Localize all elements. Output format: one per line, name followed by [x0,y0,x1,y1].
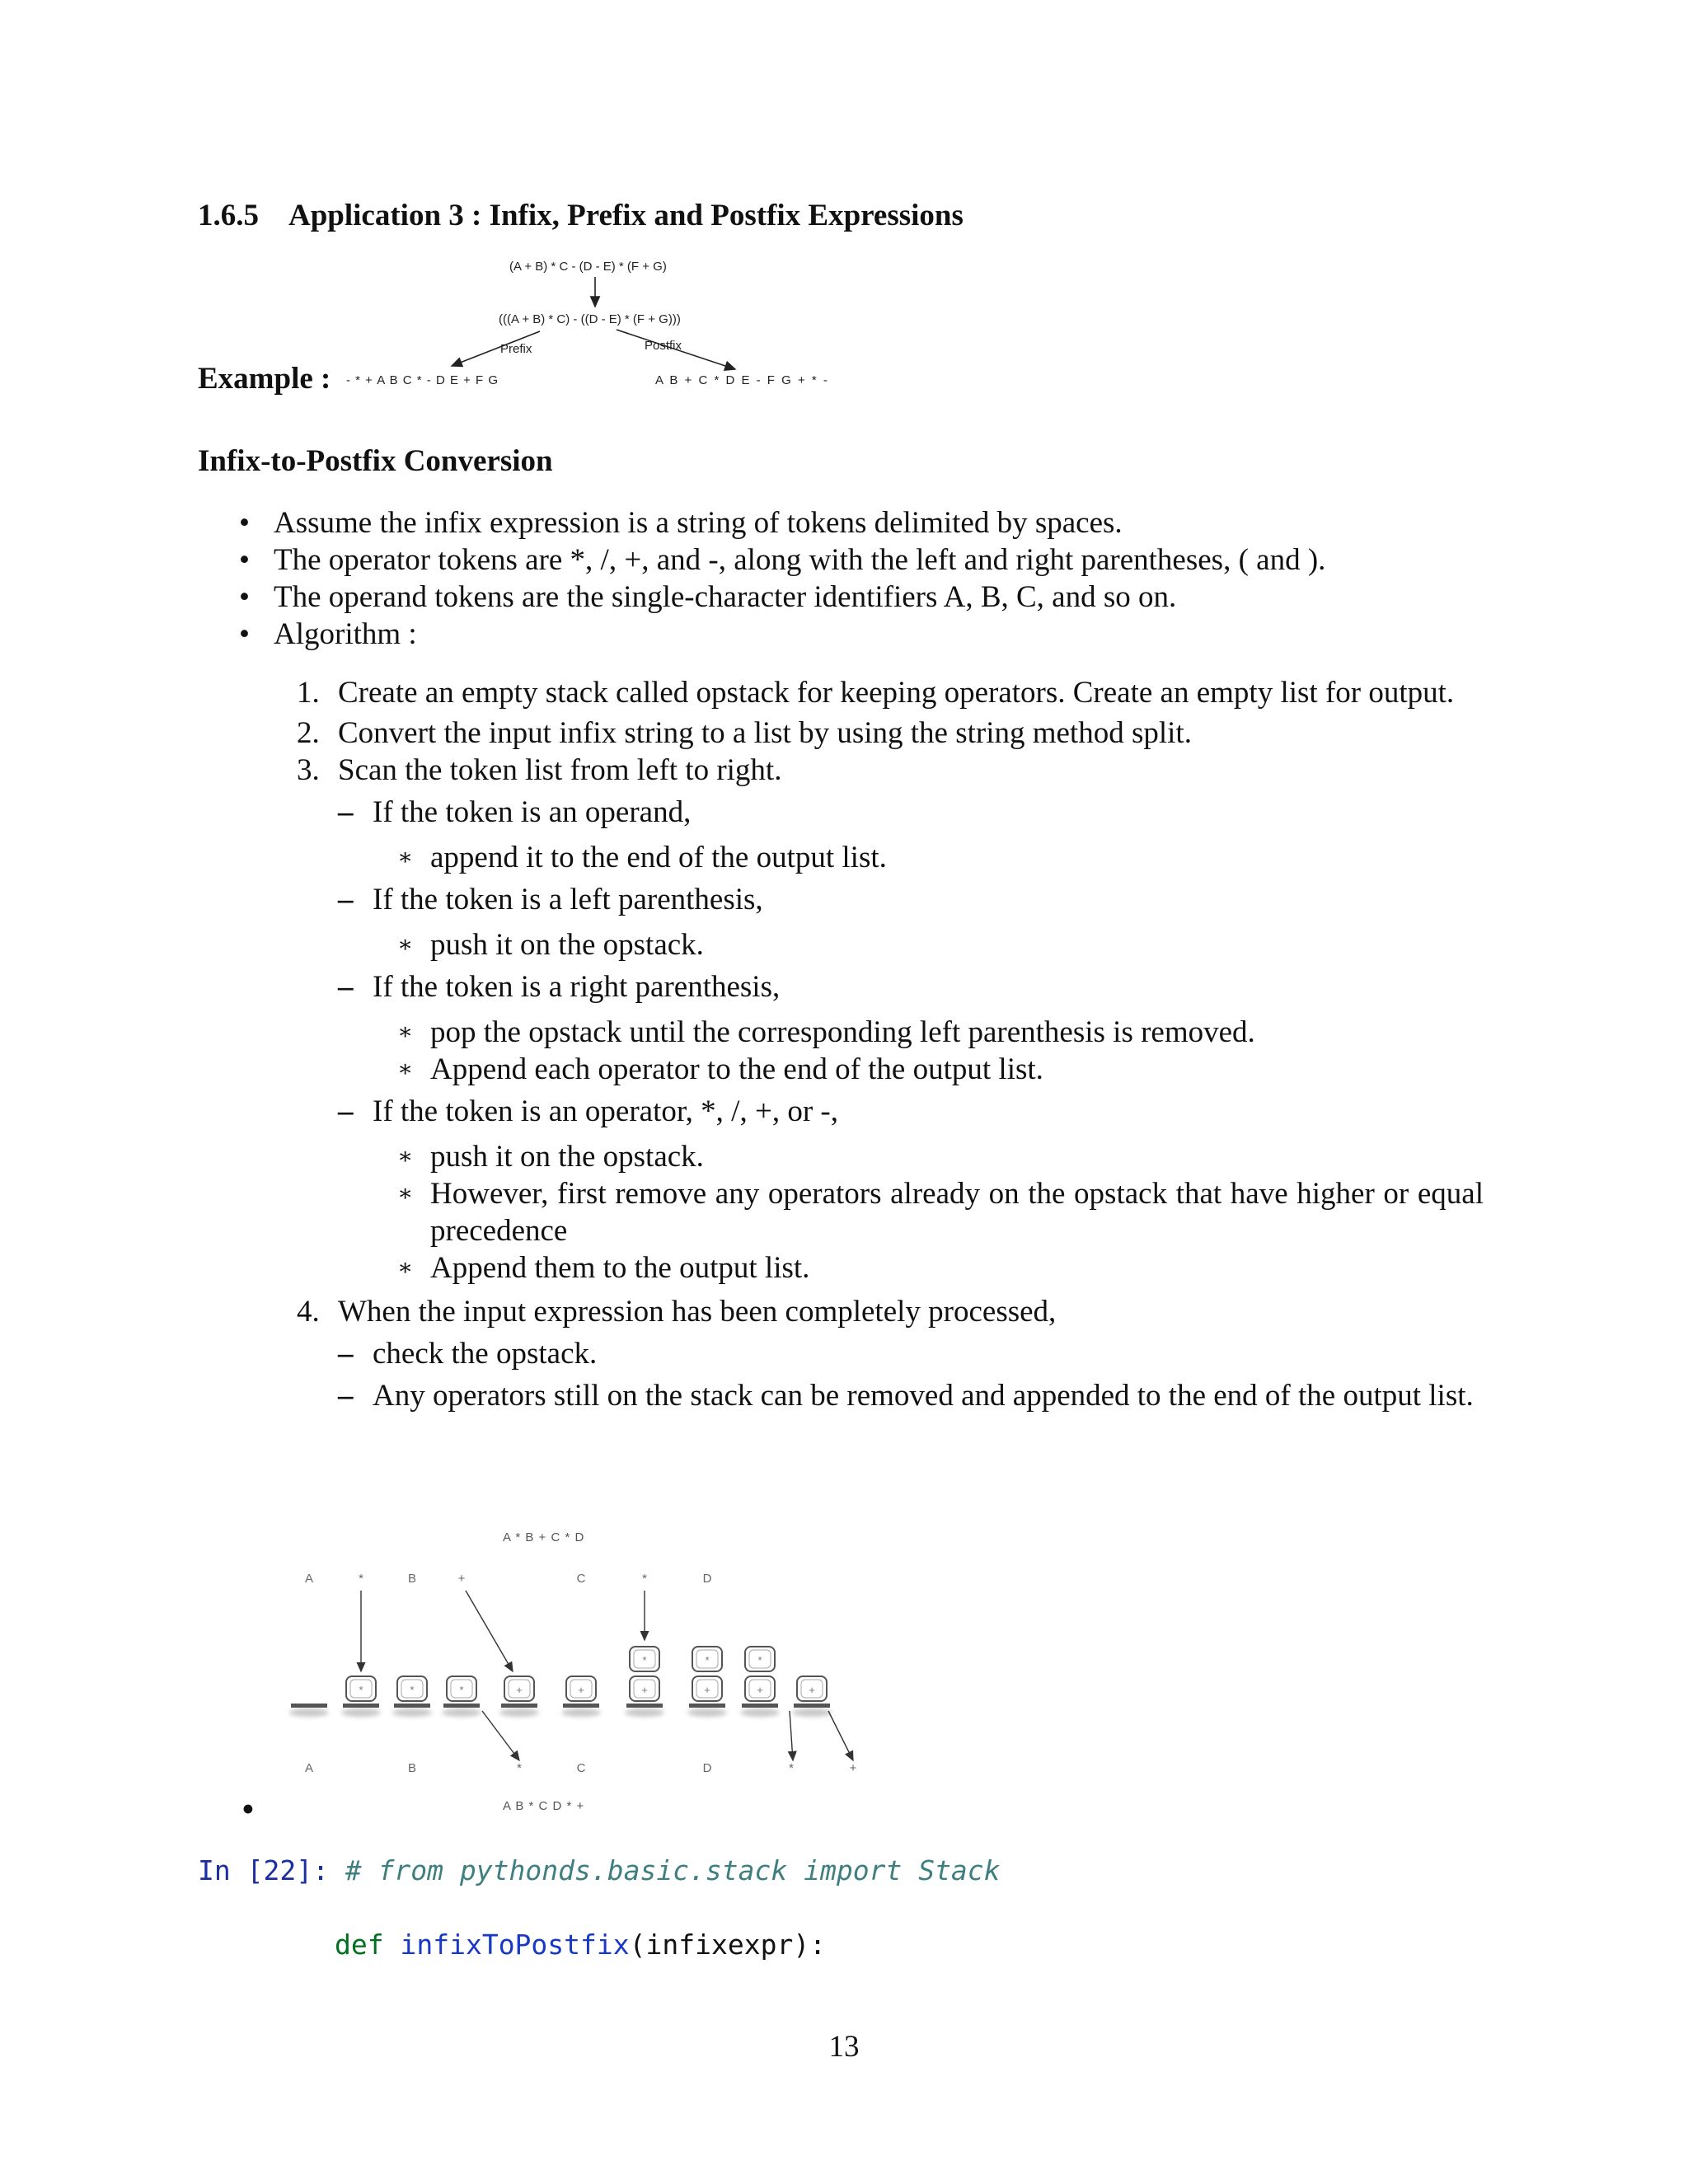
stack-shadow [499,1708,539,1717]
prefix-result: - * + A B C * - D E + F G [346,373,499,387]
stack-base [394,1704,430,1708]
final-case: – Any operators still on the stack can be removed and appended to the end of the output list. [338,1379,1474,1413]
empty-bullet: • [239,1793,257,1828]
stack-base [563,1704,599,1708]
bullet-list [239,504,1517,653]
parenthesized-expression: (((A + B) * C) - ((D - E) * (F + G))) [499,312,681,326]
stack-cell-op: * [410,1684,415,1696]
stack-input-expression: A * B + C * D [503,1530,585,1544]
stack-arrow [482,1711,519,1760]
action-item: ∗ append it to the end of the output list. [397,841,887,874]
stack-cell-op: * [757,1654,762,1666]
stack-base [689,1704,725,1708]
action-item: ∗ Append them to the output list. [397,1251,810,1285]
case-right-paren: – If the token is a right parenthesis, ∗ pop the opstack until the corresponding left parenthesis is removed. ∗ Append each operator to the end of the output list. [338,968,1484,1088]
stack-shadow [792,1708,832,1717]
algorithm-steps [297,674,1484,1414]
algorithm-step-3: 3. Scan the token list from left to right. – If the token is an operand, ∗ append it to the end of the output list. – If the token is a left parenthesis, ∗ push it on the opstack. – If the token is a right parenthesis, ∗ pop the opstack until the corresponding left parenthesis is removed. ∗ Append each operator to the end of the output list. – If the token is an operator, *, /, +, or -, ∗ push it on the opstack. ∗ However, first remove any operators already on the opstack that have higher or equal precedence ∗ Append them to the output list. [297,753,1484,1285]
case-text: If the token is an operator, *, /, +, or -, [373,1094,838,1128]
stack-arrow [466,1591,513,1671]
algorithm-step-4: 4. When the input expression has been completely processed, – check the opstack. – Any operators still on the stack can be removed and appended to the end of the output list. [297,1293,1484,1414]
input-token: * [642,1572,647,1586]
stack-trace-diagram [0,1516,1688,1830]
stack-arrow [828,1711,853,1760]
output-token: B [407,1761,417,1775]
stack-cell-op: + [516,1684,523,1696]
stack-base [443,1704,480,1708]
stack-cell-op: + [704,1684,710,1696]
bullet-item: • The operator tokens are *, /, +, and -, along with the left and right parentheses, ( and ). [239,541,1517,579]
stack-cell-op: + [809,1684,815,1696]
code-keyword: def [335,1929,384,1961]
stack-shadow [561,1708,601,1717]
postfix-label: Postfix [645,339,682,353]
stack-base [626,1704,663,1708]
bullet-item: • The operand tokens are the single-character identifiers A, B, C, and so on. [239,579,1517,616]
input-token: * [359,1572,363,1586]
case-text: Any operators still on the stack can be removed and appended to the end of the output list. [373,1379,1474,1413]
conversion-tree-diagram [0,0,1688,412]
section-title: Application 3 : Infix, Prefix and Postfix Expressions [288,199,964,232]
prefix-label: Prefix [500,342,532,356]
code-def-line [335,1929,826,1961]
input-token: A [304,1572,314,1586]
infix-expression: (A + B) * C - (D - E) * (F + G) [509,260,667,274]
code-function-name: infixToPostfix [400,1929,630,1961]
step-text: Scan the token list from left to right. [338,753,782,787]
stack-shadow [392,1708,432,1717]
step-text: Create an empty stack called opstack for keeping operators. Create an empty list for output. [338,676,1455,710]
input-token: B [407,1572,417,1586]
bullet-item: • Assume the infix expression is a string of tokens delimited by spaces. [239,504,1517,541]
stack-cell-op: + [578,1684,584,1696]
step-text: Convert the input infix string to a list by using the string method split. [338,716,1192,750]
action-text: However, first remove any operators already on the opstack that have higher or equal precedence [430,1177,1484,1248]
action-item: ∗ However, first remove any operators already on the opstack that have higher or equal precedence [397,1177,1484,1248]
stack-base [291,1704,327,1708]
final-cases [338,1335,1484,1414]
step-text: When the input expression has been completely processed, [338,1295,1057,1329]
token-cases [338,794,1484,1286]
case-text: If the token is a right parenthesis, [373,970,781,1004]
stack-cell-op: + [641,1684,648,1696]
cell-prompt: In [22]: [198,1854,329,1886]
case-text: If the token is an operand, [373,795,692,829]
example-label: Example : [198,362,331,396]
stack-states [289,1647,832,1717]
stack-shadow [740,1708,780,1717]
case-text: check the opstack. [373,1337,598,1371]
output-token: C [576,1761,586,1775]
stack-base [501,1704,537,1708]
subsection-heading: Infix-to-Postfix Conversion [198,444,553,478]
output-token-row [305,1761,857,1775]
stack-shadow [289,1708,329,1717]
stack-shadow [442,1708,481,1717]
action-item: ∗ Append each operator to the end of the output list. [397,1052,1043,1086]
stack-arrows [361,1591,853,1760]
input-token: + [457,1572,466,1586]
postfix-result: A B + C * D E - F G + * - [655,373,829,387]
code-comment: # from pythonds.basic.stack import Stack [345,1854,1001,1886]
case-left-paren: – If the token is a left parenthesis, ∗ push it on the opstack. [338,881,1484,963]
stack-base [794,1704,830,1708]
stack-cell-op: + [757,1684,763,1696]
action-text: push it on the opstack. [430,928,704,962]
stack-cell-op: * [705,1654,710,1666]
bullet-item: • Algorithm : [239,616,1517,653]
case-actions [373,1014,1484,1088]
case-text: If the token is a left parenthesis, [373,883,763,916]
output-token: + [849,1761,857,1775]
stack-base [742,1704,778,1708]
code-prompt-line [198,1854,1001,1886]
page-number: 13 [828,2030,860,2064]
output-token: * [789,1761,794,1775]
action-item: ∗ push it on the opstack. [397,1140,704,1174]
output-token: D [702,1761,712,1775]
algorithm-step-1: 1. Create an empty stack called opstack for keeping operators. Create an empty list for output. [297,676,1455,710]
stack-base [343,1704,379,1708]
action-item: ∗ pop the opstack until the corresponding left parenthesis is removed. [397,1015,1255,1049]
stack-output-expression: A B * C D * + [503,1799,585,1813]
case-actions [373,926,1484,963]
input-token: D [702,1572,712,1586]
action-text: pop the opstack until the corresponding left parenthesis is removed. [430,1015,1255,1049]
input-token-row [305,1572,712,1586]
stack-cell-op: * [459,1684,464,1696]
action-text: Append each operator to the end of the output list. [430,1052,1043,1086]
output-token: A [304,1761,314,1775]
input-token: C [576,1572,586,1586]
action-item: ∗ push it on the opstack. [397,928,704,962]
case-operand: – If the token is an operand, ∗ append it to the end of the output list. [338,794,1484,876]
action-text: append it to the end of the output list. [430,841,887,874]
stack-shadow [687,1708,727,1717]
stack-shadow [625,1708,664,1717]
stack-shadow [341,1708,381,1717]
action-text: Append them to the output list. [430,1251,810,1285]
code-args: (infixexpr): [629,1929,827,1961]
case-actions [373,839,1484,876]
stack-cell-op: * [642,1654,647,1666]
algorithm-step-2: 2. Convert the input infix string to a list by using the string method split. [297,716,1192,750]
stack-arrow [790,1711,793,1760]
output-token: * [517,1761,522,1775]
final-case: – check the opstack. [338,1337,598,1371]
section-number: 1.6.5 [198,199,259,232]
stack-cell-op: * [359,1684,363,1696]
case-actions [373,1138,1484,1286]
action-text: push it on the opstack. [430,1140,704,1174]
case-operator: – If the token is an operator, *, /, +, or -, ∗ push it on the opstack. ∗ However, first remove any operators already on the opstack that have higher or equal precedence ∗ Append them to the output list. [338,1094,1484,1285]
